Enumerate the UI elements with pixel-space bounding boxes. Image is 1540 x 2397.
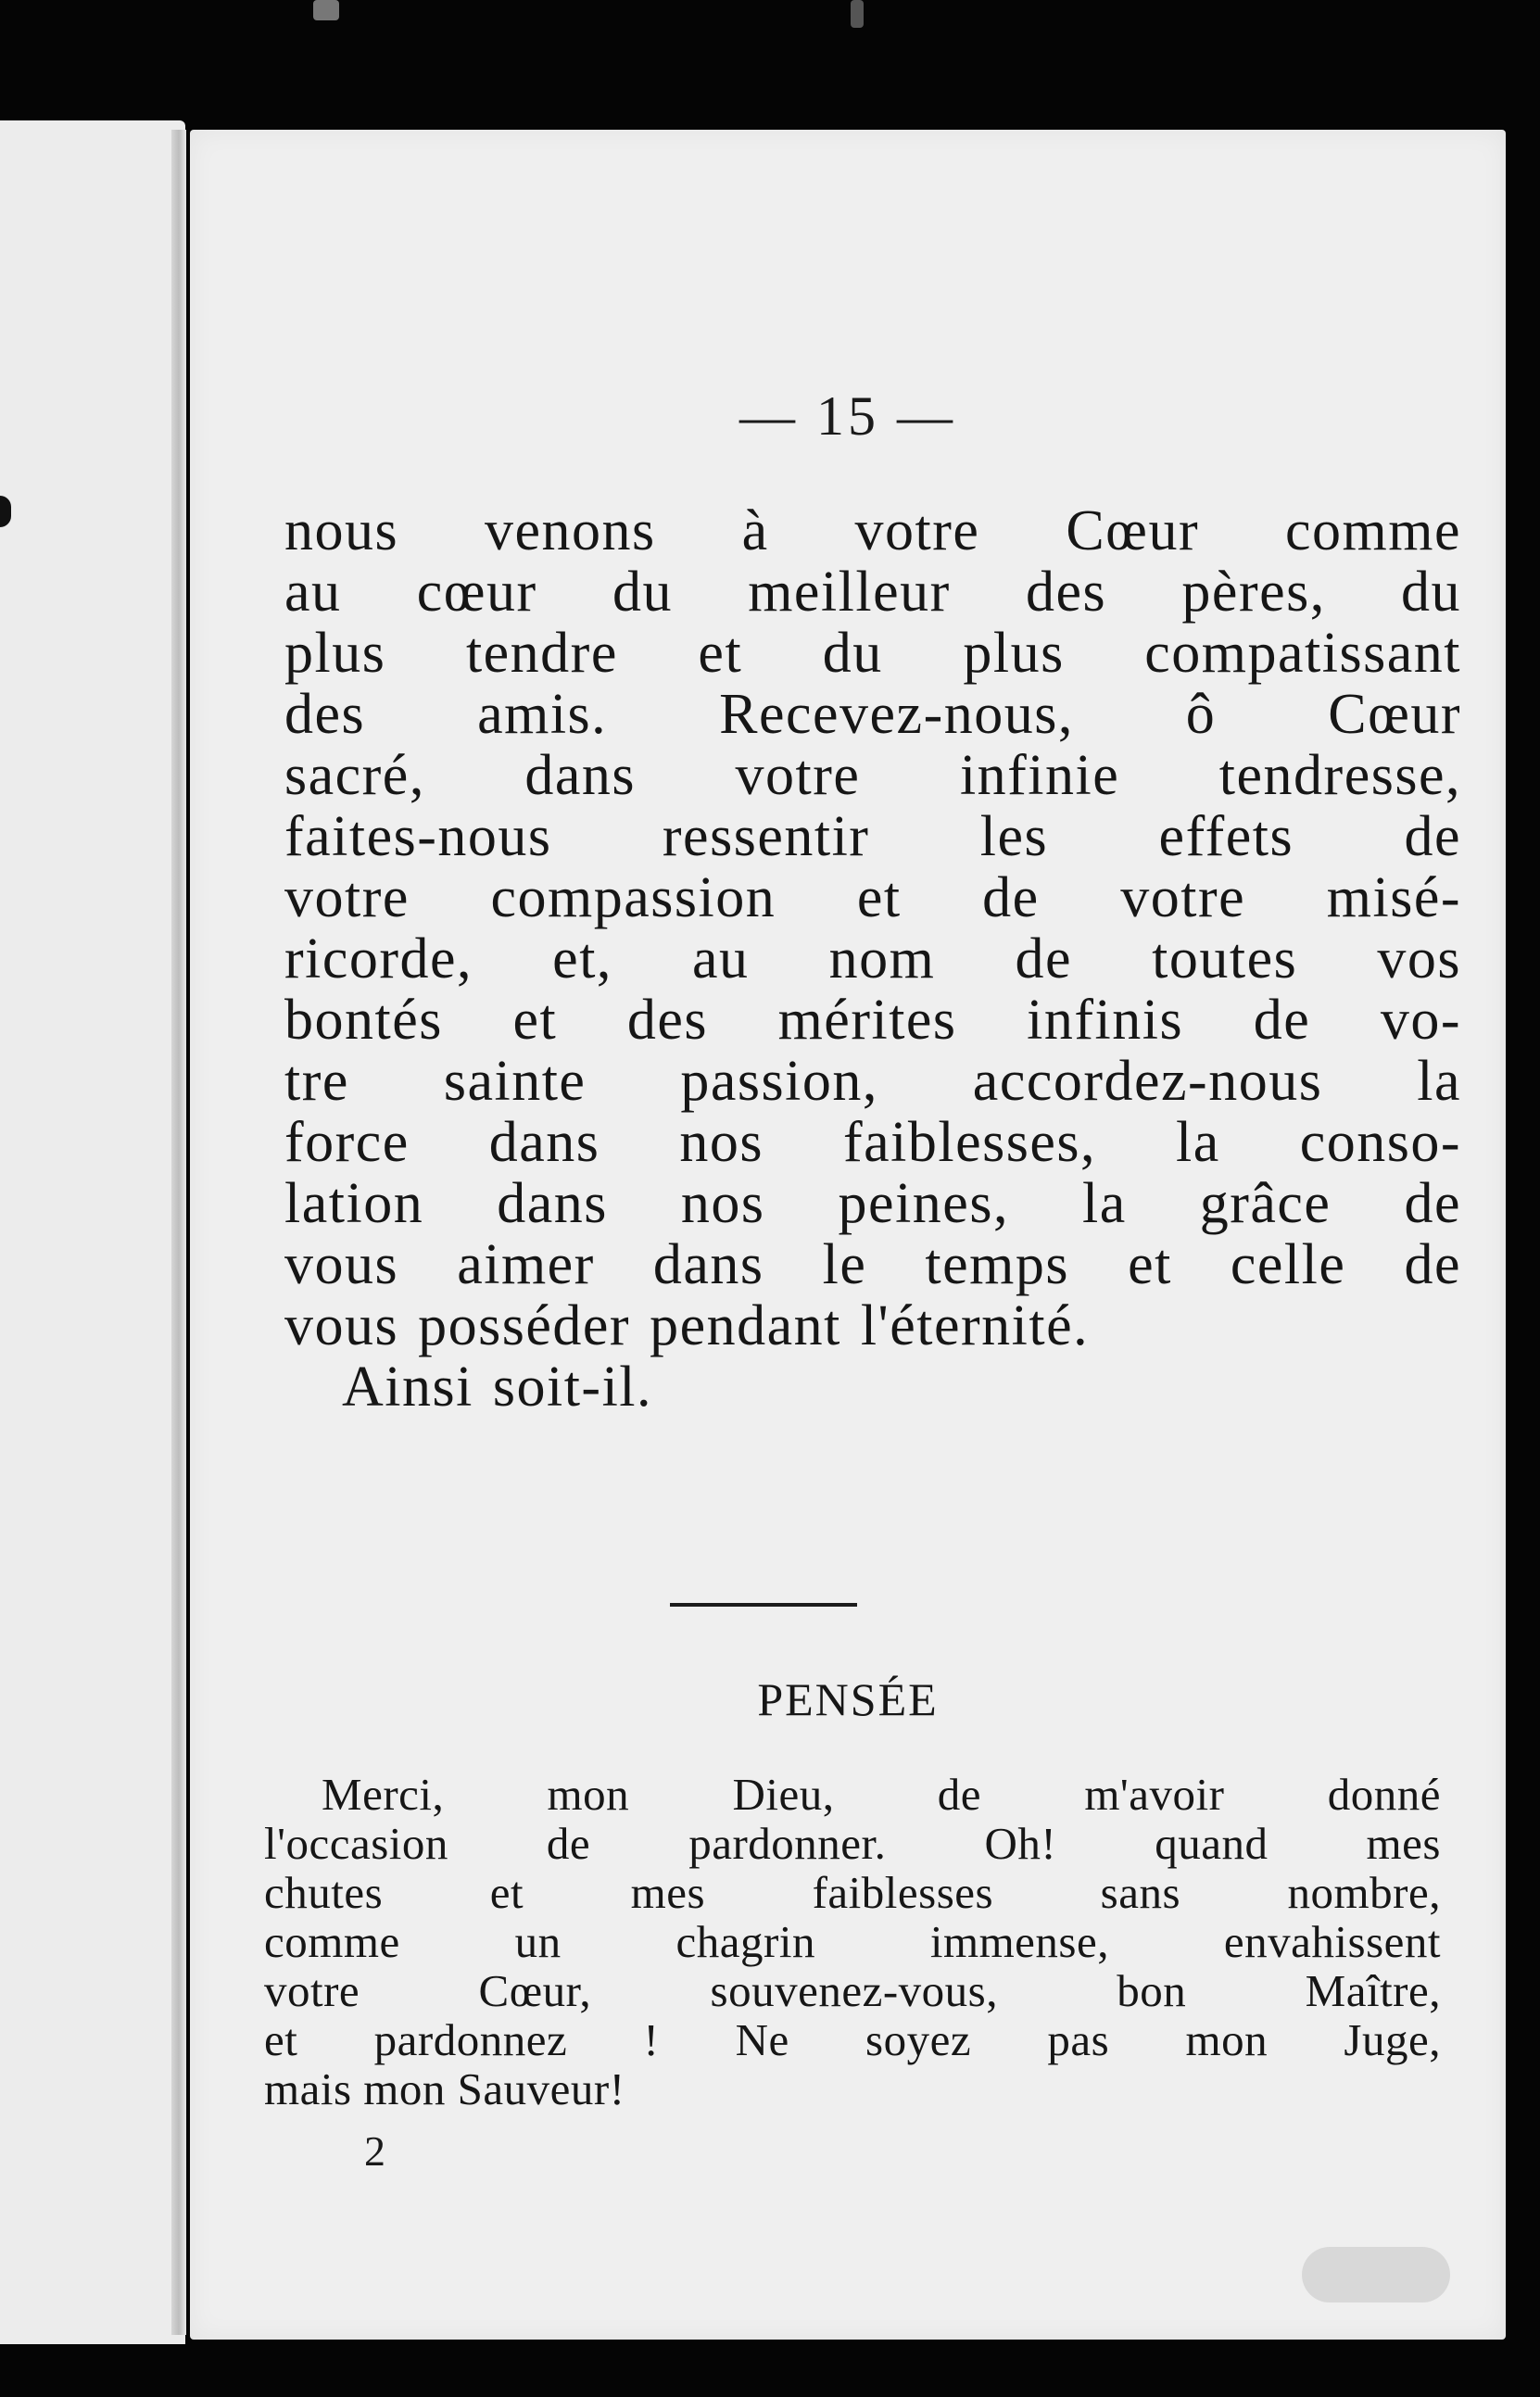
prayer-line: nous venons à votre Cœur comme [284,499,1461,562]
thought-line: votre Cœur, souvenez-vous, bon Maître, [264,1965,1441,2016]
book-gutter [171,130,186,2335]
thought-line: mais mon Sauveur! [264,2063,625,2114]
thought-line: Merci, mon Dieu, de m'avoir donné [322,1769,1441,1820]
prayer-line: vous posséder pendant l'éternité. [284,1294,1090,1357]
prayer-line: lation dans nos peines, la grâce de [284,1172,1461,1235]
section-divider [670,1603,857,1607]
prayer-line: ricorde, et, au nom de toutes vos [284,927,1461,990]
prayer-line: tre sainte passion, accordez-nous la [284,1050,1461,1113]
prayer-line: faites-nous ressentir les effets de [284,805,1461,868]
prayer-paragraph [284,500,1461,1418]
page-corner-wear [1302,2247,1450,2302]
signature-mark: 2 [364,2127,385,2175]
left-facing-page [0,120,185,2344]
scan-speck [851,0,864,28]
thought-line: et pardonnez ! Ne soyez pas mon Juge, [264,2014,1441,2065]
prayer-line: au cœur du meilleur des pères, du [284,561,1461,624]
prayer-line: bontés et des mérites infinis de vo- [284,989,1461,1052]
closing-line: Ainsi soit-il. [342,1356,653,1419]
scan-speck [313,0,339,20]
page-number: — 15 — [739,385,956,447]
prayer-line: sacré, dans votre infinie tendresse, [284,744,1461,807]
thought-paragraph [264,1770,1441,2113]
thought-line: comme un chagrin immense, envahissent [264,1916,1441,1967]
section-title: PENSÉE [757,1673,939,1725]
prayer-line: force dans nos faiblesses, la conso- [284,1111,1461,1174]
prayer-line: des amis. Recevez-nous, ô Cœur [284,683,1461,746]
prayer-line: vous aimer dans le temps et celle de [284,1233,1461,1296]
prayer-line: plus tendre et du plus compatissant [284,622,1461,685]
prayer-line: votre compassion et de votre misé- [284,866,1461,929]
thought-line: chutes et mes faiblesses sans nombre, [264,1867,1441,1918]
thought-line: l'occasion de pardonner. Oh! quand mes [264,1818,1441,1869]
book-page [190,130,1506,2340]
